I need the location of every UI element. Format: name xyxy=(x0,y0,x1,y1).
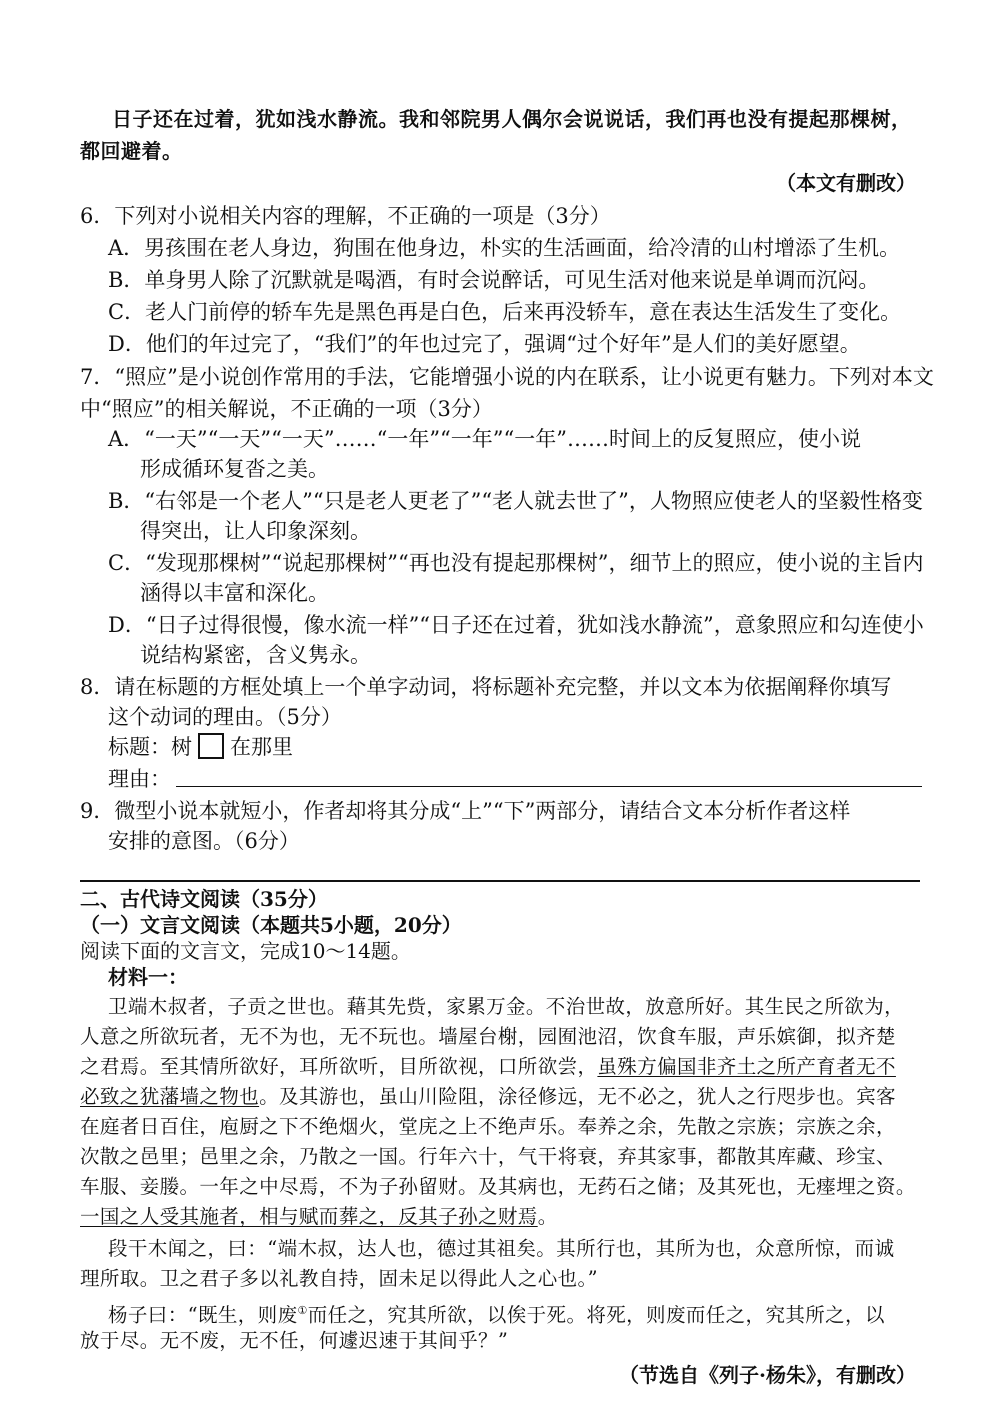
q9-stem-2: 安排的意图。（6分） xyxy=(108,829,300,853)
section2-subheading: （一）文言文阅读（本题共5小题，20分） xyxy=(80,913,462,937)
passage-line: 在庭者日百住，庖厨之下不绝烟火，堂庑之上不绝声乐。奉养之余，先散之宗族；宗族之余， xyxy=(80,1115,896,1138)
reason-answer-line[interactable] xyxy=(176,786,922,787)
passage-line: 放于尽。无不废，无不任，何遽迟速于其间乎？” xyxy=(80,1329,509,1352)
q6-option-a: A．男孩围在老人身边，狗围在他身边，朴实的生活画面，给冷清的山村增添了生机。 xyxy=(108,236,901,260)
q8-stem-2: 这个动词的理由。（5分） xyxy=(108,705,342,729)
q7-option-c-2: 涵得以丰富和深化。 xyxy=(140,581,329,605)
underlined-sentence: 虽殊方偏国非齐土之所产育者无不 xyxy=(597,1055,896,1078)
q6-option-d: D．他们的年过完了，“我们”的年也过完了，强调“过个好年”是人们的美好愿望。 xyxy=(108,332,861,356)
q7-option-a-2: 形成循环复沓之美。 xyxy=(140,457,329,481)
q8-title-label: 标题：树 xyxy=(108,735,192,759)
q7-option-a-1: A．“一天”“一天”“一天”……“一年”“一年”“一年”……时间上的反复照应，使小说 xyxy=(108,427,861,451)
q7-option-c-1: C．“发现那棵树”“说起那棵树”“再也没有提起那棵树”，细节上的照应，使小说的主旨内 xyxy=(108,551,924,575)
passage-line xyxy=(80,1052,896,1082)
underlined-sentence: 一国之人受其施者，相与赋而葬之，反其子孙之财焉 xyxy=(80,1205,538,1228)
passage-text: 。及其游也，虽山川险阻，涂径修远，无不必之，犹人之行咫步也。宾客 xyxy=(259,1085,896,1108)
answer-box[interactable] xyxy=(198,733,224,759)
underlined-sentence: 必致之犹藩墙之物也 xyxy=(80,1085,260,1108)
passage-line: 次散之邑里；邑里之余，乃散之一国。行年六十，气干将衰，弃其家事，都散其库藏、珍宝、 xyxy=(80,1145,896,1168)
passage-text: 而任之，究其所欲，以俟于死。将死，则废而任之，究其所之，以 xyxy=(307,1303,885,1327)
q6-option-c: C．老人门前停的轿车先是黑色再是白色，后来再没轿车，意在表达生活发生了变化。 xyxy=(108,300,902,324)
q8-reason-label: 理由： xyxy=(108,767,171,791)
story-end-line-1: 日子还在过着，犹如浅水静流。我和邻院男人偶尔会说说话，我们再也没有提起那棵树， xyxy=(112,107,912,131)
story-end-line-2: 都回避着。 xyxy=(80,139,183,163)
q6-stem: 6．下列对小说相关内容的理解，不正确的一项是（3分） xyxy=(80,204,611,228)
passage-line xyxy=(80,1082,896,1112)
passage-text: 。 xyxy=(537,1205,558,1228)
section2-instruction: 阅读下面的文言文，完成10～14题。 xyxy=(80,939,411,963)
q7-option-b-1: B．“右邻是一个老人”“只是老人更老了”“老人就去世了”，人物照应使老人的坚毅性格变 xyxy=(108,489,923,513)
q8-title-rest: 在那里 xyxy=(230,735,293,759)
footnote-marker: ① xyxy=(297,1304,308,1317)
q9-stem-1: 9．微型小说本就短小，作者却将其分成“上”“下”两部分，请结合文本分析作者这样 xyxy=(80,799,851,823)
passage-line: 理所取。卫之君子多以礼教自持，固未足以得此人之心也。” xyxy=(80,1267,599,1290)
passage-text: 杨子曰：“既生，则废 xyxy=(108,1303,298,1327)
q7-option-b-2: 得突出，让人印象深刻。 xyxy=(140,519,371,543)
source-note: （本文有删改） xyxy=(776,171,916,195)
section2-heading: 二、古代诗文阅读（35分） xyxy=(80,887,328,911)
q7-option-d-1: D．“日子过得很慢，像水流一样”“日子还在过着，犹如浅水静流”，意象照应和勾连使小 xyxy=(108,613,924,637)
passage-source: （节选自《列子·杨朱》，有删改） xyxy=(619,1363,916,1387)
passage-text: 之君焉。至其情所欲好，耳所欲听，目所欲视，口所欲尝， xyxy=(80,1055,598,1078)
q6-option-b: B．单身男人除了沉默就是喝酒，有时会说醉话，可见生活对他来说是单调而沉闷。 xyxy=(108,268,880,292)
material-label: 材料一： xyxy=(108,965,188,989)
q7-stem-2: 中“照应”的相关解说，不正确的一项（3分） xyxy=(80,397,493,421)
passage-line: 人意之所欲玩者，无不为也，无不玩也。墙屋台榭，园囿池沼，饮食车服，声乐嫔御，拟齐楚 xyxy=(80,1025,896,1048)
passage-line: 段干木闻之，曰：“端木叔，达人也，德过其祖矣。其所行也，其所为也，众意所惊，而诚 xyxy=(108,1237,895,1260)
q8-title-row xyxy=(108,732,293,762)
q7-stem-1: 7．“照应”是小说创作常用的手法，它能增强小说的内在联系，让小说更有魅力。下列对本文 xyxy=(80,365,934,389)
passage-line: 车服、妾媵。一年之中尽焉，不为子孙留财。及其病也，无药石之储；及其死也，无瘗埋之资。 xyxy=(80,1175,916,1198)
passage-line: 卫端木叔者，子贡之世也。藉其先赀，家累万金。不治世故，放意所好。其生民之所欲为， xyxy=(108,995,905,1018)
q7-option-d-2: 说结构紧密，含义隽永。 xyxy=(140,643,371,667)
passage-line xyxy=(80,1202,558,1232)
section-divider xyxy=(80,880,920,882)
q8-stem-1: 8．请在标题的方框处填上一个单字动词，将标题补充完整，并以文本为依据阐释你填写 xyxy=(80,675,892,699)
